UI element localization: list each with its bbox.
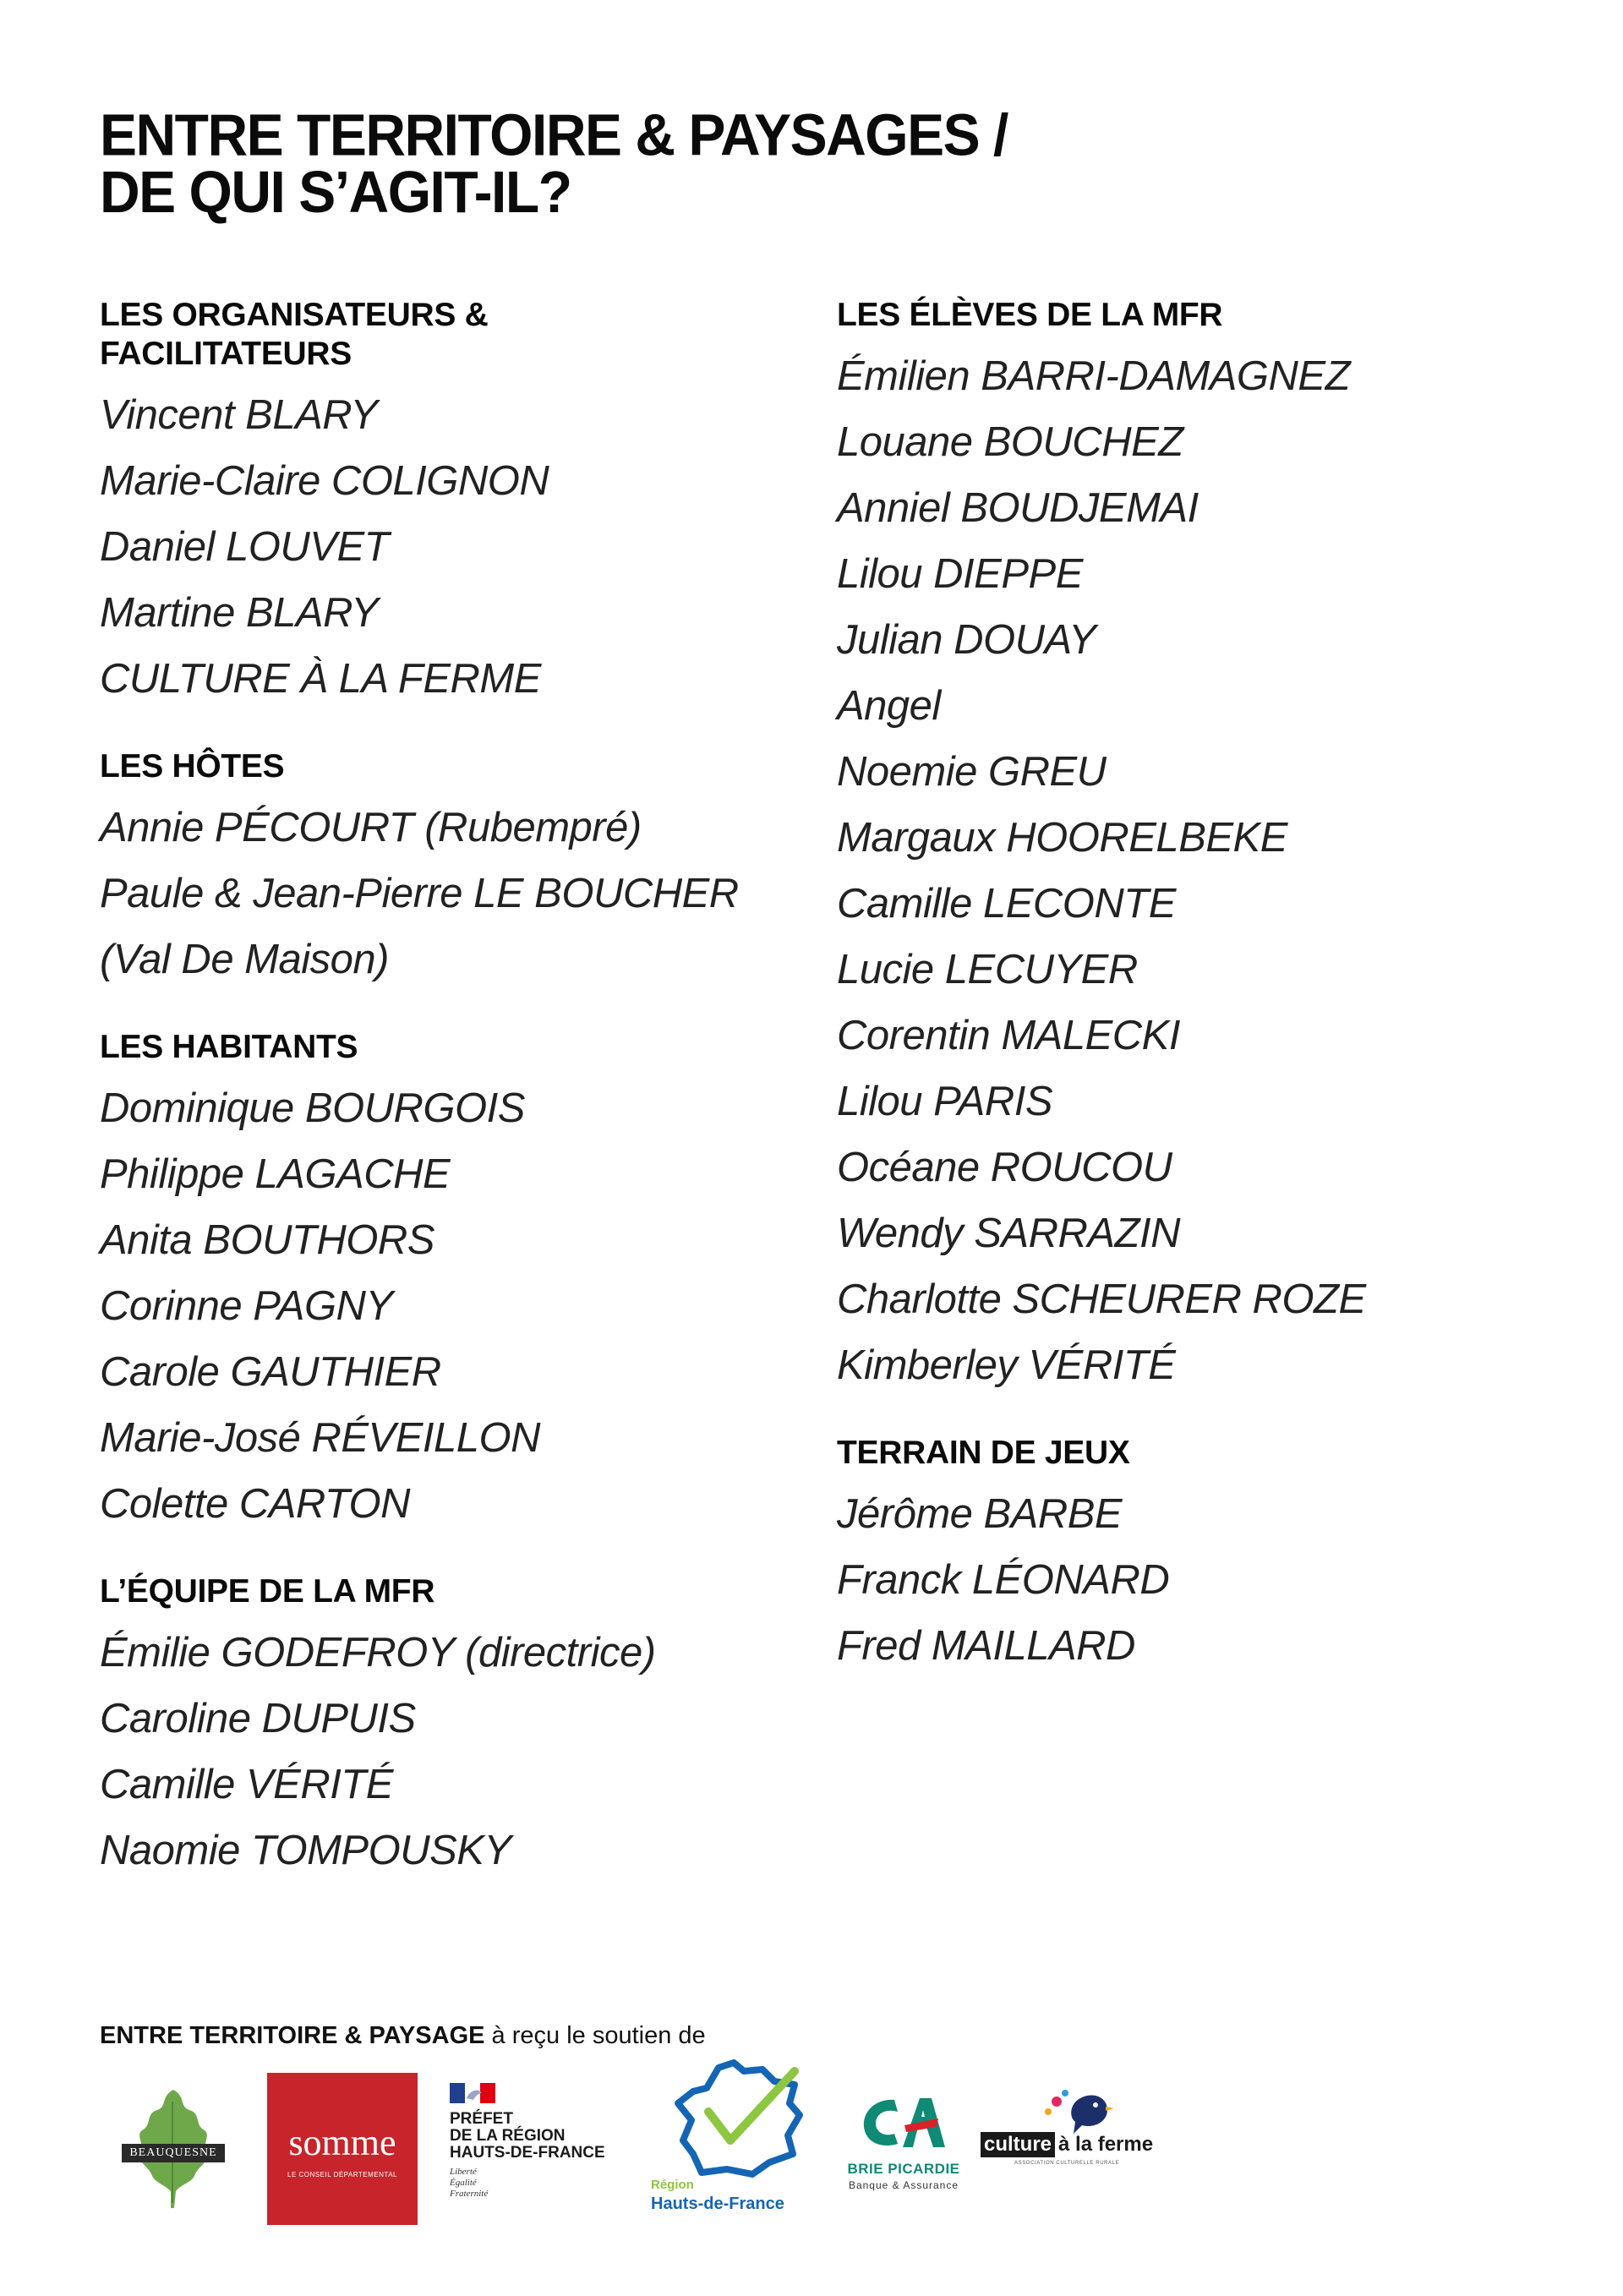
person-name: Colette CARTON [100, 1481, 410, 1527]
person-name: Anniel BOUDJEMAI [837, 485, 1199, 531]
beauquesne-logo [127, 2085, 220, 2211]
person-name: Paule & Jean-Pierre LE BOUCHER [100, 871, 739, 916]
section-heading-line: TERRAIN DE JEUX [837, 1435, 1130, 1471]
prefet-logo [450, 2083, 636, 2210]
section-heading-line: LES HÔTES [100, 748, 285, 784]
a-la-ferme-word: à la ferme [1058, 2133, 1154, 2156]
section-heading-line: LES ORGANISATEURS & [100, 297, 489, 333]
section-heading-line: LES ÉLÈVES DE LA MFR [837, 297, 1223, 333]
name-list [837, 343, 1581, 1398]
section-l-equipe-de-la-mfr [100, 1572, 793, 1883]
person-name: Fred MAILLARD [837, 1623, 1135, 1669]
section-heading-line: FACILITATEURS [100, 336, 352, 372]
person-name: Noemie GREU [837, 749, 1107, 795]
ca-mark-icon [854, 2093, 947, 2154]
person-name: Camille VÉRITÉ [100, 1762, 393, 1807]
name-list [100, 1075, 793, 1537]
name-list [100, 1620, 793, 1883]
section-heading [100, 1028, 793, 1067]
culture-word: culture [981, 2132, 1055, 2157]
somme-subtitle: LE CONSEIL DÉPARTEMENTAL [287, 2171, 397, 2178]
person-name: Émilien BARRI-DAMAGNEZ [837, 353, 1351, 399]
person-name: Annie PÉCOURT (Rubempré) [100, 805, 642, 850]
person-name: Philippe LAGACHE [100, 1151, 451, 1197]
person-name: Martine BLARY [100, 590, 379, 636]
person-name: Marie-José RÉVEILLON [100, 1415, 541, 1461]
right-column [837, 296, 1581, 1714]
region-line-1: Région [651, 2178, 694, 2192]
somme-wordmark: somme [288, 2122, 396, 2163]
person-name: Océane ROUCOU [837, 1145, 1172, 1190]
person-name: Marie-Claire COLIGNON [100, 458, 549, 504]
region-line-2: Hauts-de-France [651, 2195, 784, 2213]
section-heading-line: LES HABITANTS [100, 1029, 358, 1065]
person-name: Louane BOUCHEZ [837, 419, 1183, 465]
person-name: Corentin MALECKI [837, 1013, 1180, 1058]
culture-a-la-ferme-logo [981, 2085, 1192, 2186]
person-name: CULTURE À LA FERME [100, 656, 541, 702]
section-les-hotes [100, 747, 793, 992]
section-terrain-de-jeux [837, 1434, 1581, 1679]
person-name: Caroline DUPUIS [100, 1696, 416, 1741]
support-statement [100, 2022, 706, 2050]
person-name: Wendy SARRAZIN [837, 1211, 1180, 1256]
person-name: Émilie GODEFROY (directrice) [100, 1630, 656, 1676]
person-name: Julian DOUAY [837, 617, 1096, 663]
person-name: Charlotte SCHEURER ROZE [837, 1276, 1366, 1322]
prefet-motto-3: Fraternité [450, 2189, 489, 2199]
france-map-check-icon [668, 2059, 812, 2178]
support-text: à reçu le soutien de [484, 2022, 706, 2049]
support-project-name: ENTRE TERRITOIRE & PAYSAGE [100, 2022, 485, 2049]
person-name: Dominique BOURGOIS [100, 1085, 525, 1131]
person-name: Kimberley VÉRITÉ [837, 1342, 1176, 1388]
credit-agricole-logo [832, 2093, 975, 2203]
page-title-line-2: DE QUI S’AGIT-IL? [100, 158, 571, 225]
page-title-line-1: ENTRE TERRITOIRE & PAYSAGES / [100, 101, 1008, 168]
name-list [837, 1481, 1581, 1679]
person-name: Lucie LECUYER [837, 947, 1138, 992]
prefet-line-1: PRÉFET [450, 2110, 513, 2128]
person-name: Naomie TOMPOUSKY [100, 1828, 511, 1873]
person-name: Carole GAUTHIER [100, 1349, 441, 1395]
ca-line-1: BRIE PICARDIE [847, 2161, 960, 2177]
ca-line-2: Banque & Assurance [848, 2179, 959, 2191]
name-list [100, 795, 793, 992]
person-name: Franck LÉONARD [837, 1557, 1170, 1603]
beauquesne-label: BEAUQUESNE [122, 2144, 225, 2162]
person-name: Anita BOUTHORS [100, 1217, 434, 1263]
person-name: Margaux HOORELBEKE [837, 815, 1287, 861]
region-logo [651, 2059, 820, 2220]
section-heading [100, 296, 793, 374]
culture-subtitle: ASSOCIATION CULTURELLE RURALE [1014, 2161, 1120, 2166]
section-heading-line: L’ÉQUIPE DE LA MFR [100, 1573, 435, 1610]
person-name: Angel [837, 683, 941, 729]
person-name: Daniel LOUVET [100, 524, 390, 570]
section-heading [100, 747, 793, 786]
name-list [100, 382, 793, 712]
page-title [100, 101, 1008, 225]
section-les-habitants [100, 1028, 793, 1537]
section-les-eleves-de-la-mfr [837, 296, 1581, 1398]
prefet-line-3: HAUTS-DE-FRANCE [450, 2144, 605, 2162]
person-name: (Val De Maison) [100, 937, 389, 982]
person-name: Camille LECONTE [837, 881, 1176, 927]
prefet-line-2: DE LA RÉGION [450, 2127, 566, 2145]
left-column [100, 296, 793, 1919]
person-name: Jérôme BARBE [837, 1491, 1123, 1537]
person-name: Vincent BLARY [100, 392, 378, 438]
somme-logo [267, 2073, 418, 2225]
prefet-motto-1: Liberté [450, 2167, 477, 2177]
section-heading [837, 296, 1581, 335]
person-name: Lilou DIEPPE [837, 551, 1083, 597]
section-heading [100, 1572, 793, 1611]
section-heading [837, 1434, 1581, 1473]
prefet-motto-2: Égalité [450, 2178, 477, 2188]
bird-icon [1040, 2085, 1116, 2135]
person-name: Corinne PAGNY [100, 1283, 393, 1329]
marianne-flag-icon [450, 2083, 497, 2103]
person-name: Lilou PARIS [837, 1079, 1053, 1124]
section-les-organisateurs-facilitateurs [100, 296, 793, 712]
